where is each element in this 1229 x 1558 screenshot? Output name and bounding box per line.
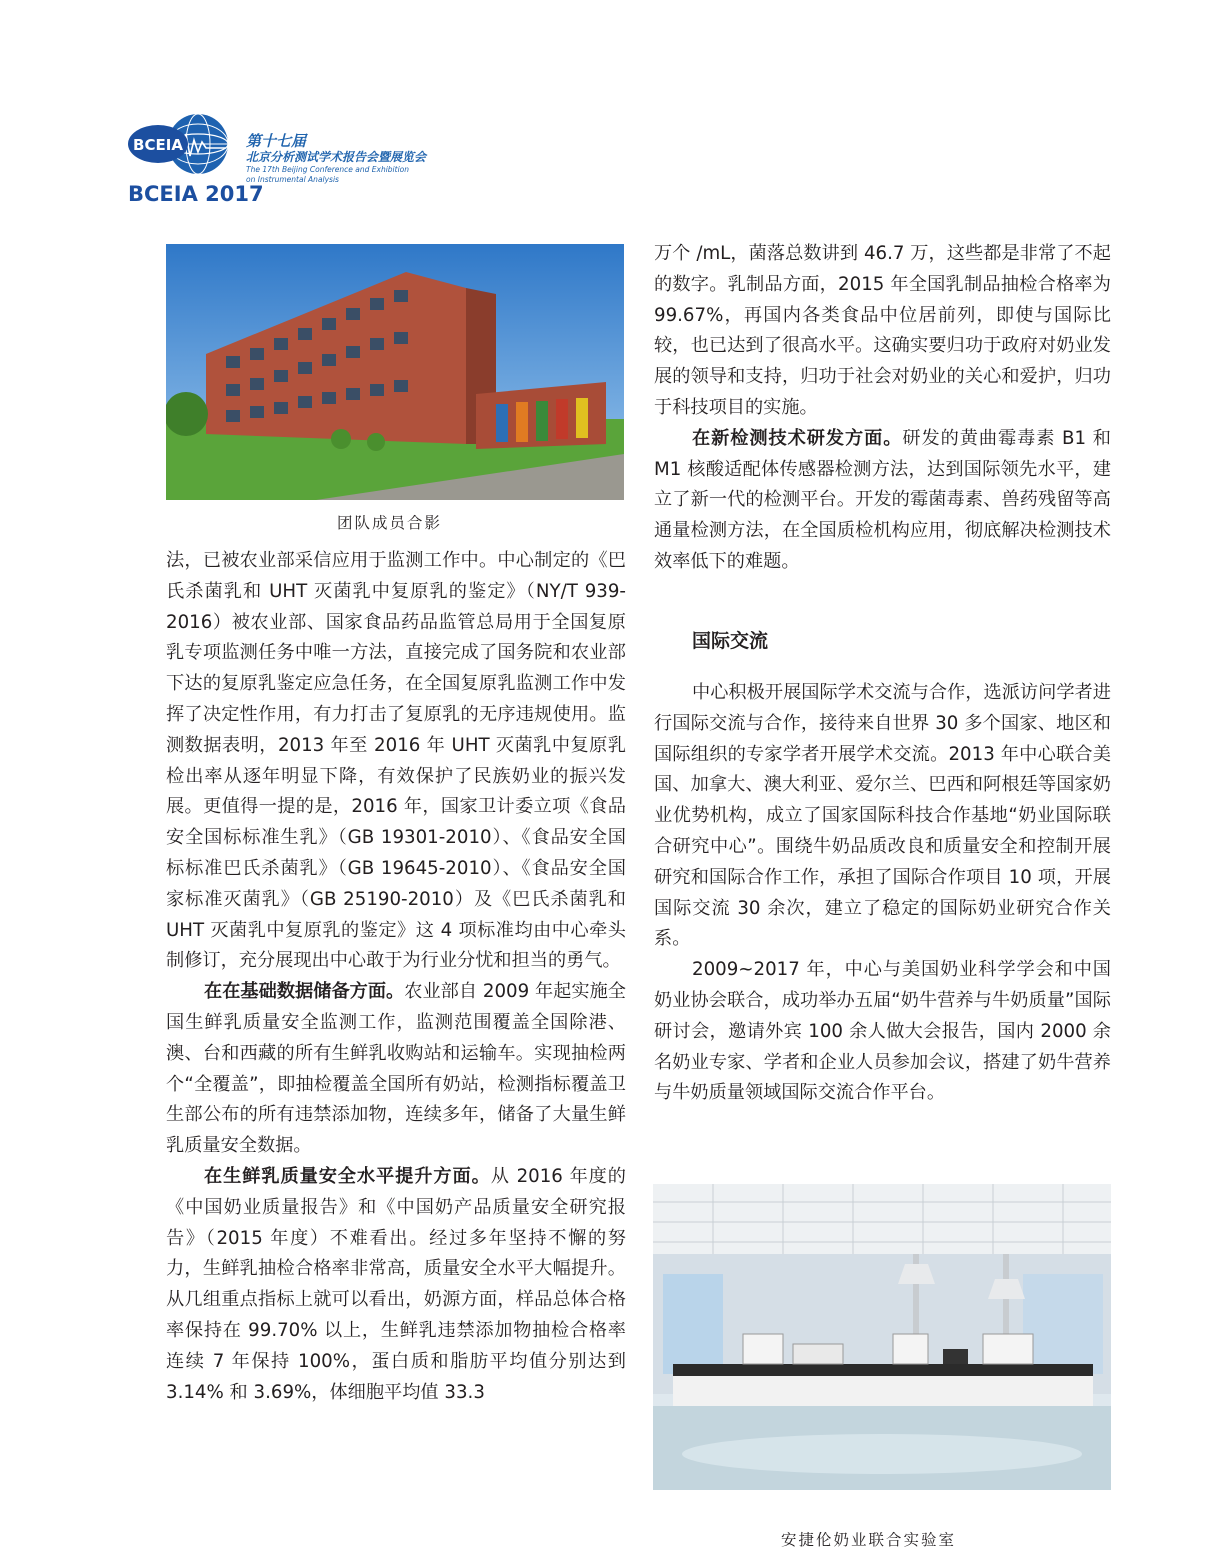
paragraph-text: 法，已被农业部采信应用于监测工作中。中心制定的《巴氏杀菌乳和 UHT 灭菌乳中复原乳的鉴定》（NY/T 939-2016）被农业部、国家食品药品监管总局用于全国复原乳专项监测任务中唯一方法，直接完成了国务院和农业部下达的复原乳鉴定应急任务，在全国复原乳监测工作中发挥了决定性作用，有力打击了复原乳的无序违规使用。监测数据表明，2013 年至 2016 年 UHT 灭菌乳中复原乳检出率从逐年明显下降，有效保护了民族奶业的振兴发展。更值得一提的是，2016 年，国家卫计委立项《食品安全国标标准生乳》（GB 19301-2010）、《食品安全国标标准巴氏杀菌乳》（GB 19645-2010）、《食品安全国家标准灭菌乳》（GB 25190-2010）及《巴氏杀菌乳和 UHT 灭菌乳中复原乳的鉴定》这 4 项标准均由中心牵头制修订，充分展现出中心敢于为行业分忧和担当的勇气。 [166, 550, 626, 972]
svg-text:BCEIA: BCEIA [133, 136, 183, 154]
paragraph [654, 678, 1111, 955]
team-photo-building-image [166, 244, 624, 500]
paragraph [166, 546, 626, 977]
paragraph-text: 研发的黄曲霉毒素 B1 和 M1 核酸适配体传感器检测方法，达到国际领先水平，建立了新一代的检测平台。开发的霉菌毒素、兽药残留等高通量检测方法，在全国质检机构应用，彻底解决检测技术效率低下的难题。 [654, 427, 1111, 572]
paragraph-lead: 在生鲜乳质量安全水平提升方面。 [204, 1165, 491, 1187]
section-heading-international-exchange: 国际交流 [692, 630, 769, 652]
paragraph [654, 955, 1111, 1109]
team-photo-caption: 团队成员合影 [337, 514, 443, 532]
right-column-text-bottom [654, 678, 1111, 1109]
paragraph [166, 1162, 626, 1408]
paragraph [166, 977, 626, 1162]
conference-title-block [246, 132, 426, 185]
lab-photo-caption: 安捷伦奶业联合实验室 [781, 1531, 957, 1549]
paragraph-lead: 在在基础数据储备方面。 [204, 981, 405, 1003]
paragraph-text: 2009~2017 年，中心与美国奶业科学学会和中国奶业协会联合，成功举办五届“奶牛营养与牛奶质量”国际研讨会，邀请外宾 100 余人做大会报告，国内 2000 余名奶业专家、学者和企业人员参加会议，搭建了奶牛营养与牛奶质量领域国际交流合作平台。 [654, 959, 1111, 1104]
paragraph-text: 中心积极开展国际学术交流与合作，选派访问学者进行国际交流与合作，接待来自世界 30 多个国家、地区和国际组织的专家学者开展学术交流。2013 年中心联合美国、加拿大、澳大利亚、爱尔兰、巴西和阿根廷等国家奶业优势机构，成立了国家国际科技合作基地“奶业国际联合研究中心”。围绕牛奶品质改良和质量安全和控制开展研究和国际合作工作，承担了国际合作项目 10 项，开展国际交流 30 余次，建立了稳定的国际奶业研究合作关系。 [654, 682, 1111, 950]
right-column-text-top [654, 239, 1111, 578]
paragraph-lead: 在新检测技术研发方面。 [692, 427, 903, 449]
paragraph [654, 239, 1111, 424]
conference-logo [128, 112, 468, 204]
paragraph-text: 农业部自 2009 年起实施全国生鲜乳质量安全监测工作，监测范围覆盖全国除港、澳、台和西藏的所有生鲜乳收购站和运输车。实现抽检两个“全覆盖”，即抽检覆盖全国所有奶站，检测指标覆盖卫生部公布的所有违禁添加物，连续多年，储备了大量生鲜乳质量安全数据。 [166, 981, 626, 1157]
conference-edition: 第十七届 [246, 132, 307, 150]
paragraph [654, 424, 1111, 578]
paragraph-text: 从 2016 年度的《中国奶业质量报告》和《中国奶产品质量安全研究报告》（2015 年度）不难看出。经过多年坚持不懈的努力，生鲜乳抽检合格率非常高，质量安全水平大幅提升。从几组重点指标上就可以看出，奶源方面，样品总体合格率保持在 99.70% 以上，生鲜乳违禁添加物抽检合格率连续 7 年保持 100%，蛋白质和脂肪平均值分别达到 3.14% 和 3.69%，体细胞平均值 33.3 [166, 1165, 626, 1403]
conference-name-cn: 北京分析测试学术报告会暨展览会 [246, 150, 427, 164]
conference-name-en-line2: on Instrumental Analysis [246, 175, 339, 184]
logo-year-text: BCEIA 2017 [128, 182, 264, 206]
conference-name-en-line1: The 17th Beijing Conference and Exhibition [246, 165, 409, 174]
lab-photo-image [653, 1184, 1111, 1490]
bceia-globe-logo-icon [128, 112, 240, 182]
paragraph-text: 万个 /mL，菌落总数讲到 46.7 万，这些都是非常了不起的数字。乳制品方面，2015 年全国乳制品抽检合格率为 99.67%，再国内各类食品中位居前列，即使与国际比较，也已达到了很高水平。这确实要归功于政府对奶业发展的领导和支持，归功于社会对奶业的关心和爱护，归功于科技项目的实施。 [654, 243, 1111, 418]
left-column-text [166, 546, 626, 1408]
